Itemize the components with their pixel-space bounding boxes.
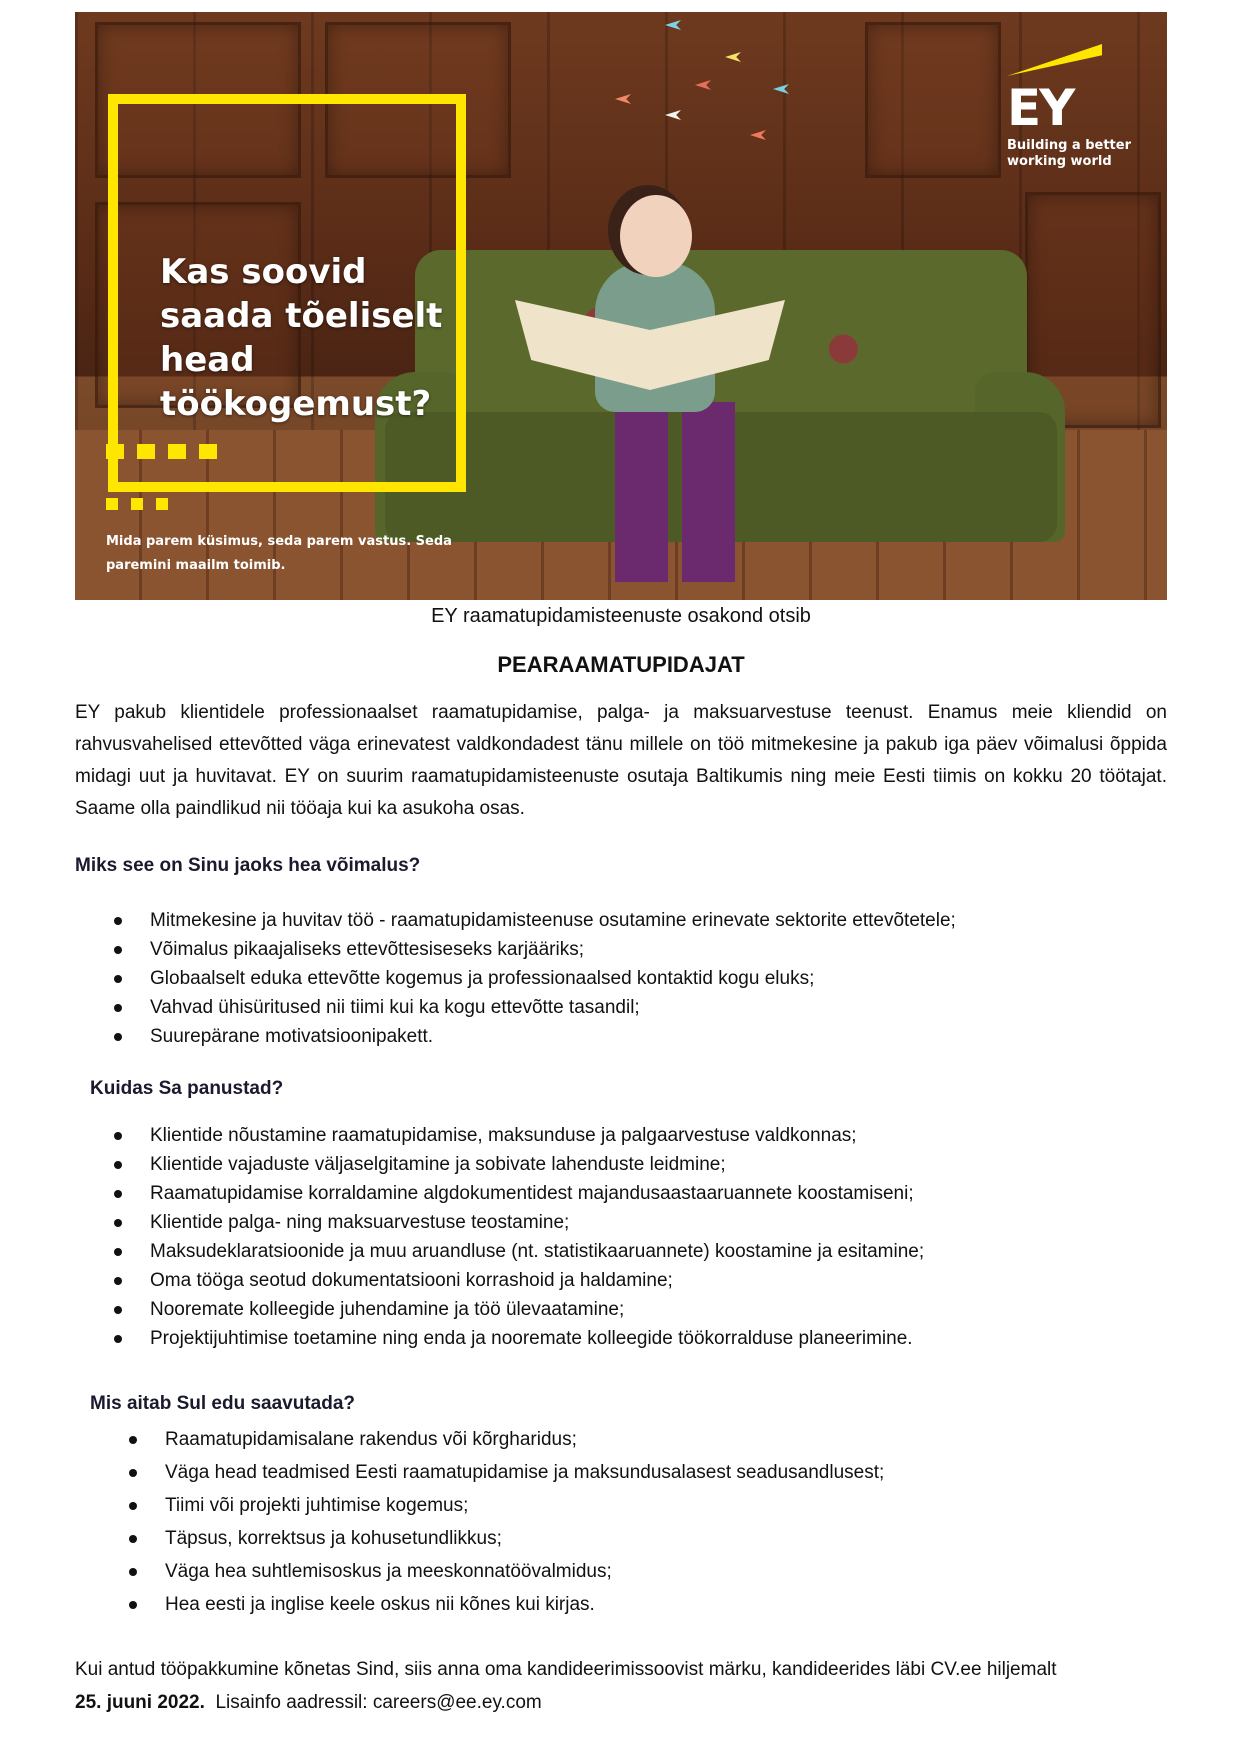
paper-bird-icon <box>773 84 789 94</box>
list-item: Väga hea suhtlemisoskus ja meeskonnatöövalmidus; <box>90 1555 884 1588</box>
closing-text: Kui antud tööpakkumine kõnetas Sind, siis anna oma kandideerimissoovist märku, kandideerides läbi CV.ee hiljemalt <box>75 1659 1057 1680</box>
info-label: Lisainfo aadressil: <box>215 1692 368 1713</box>
yellow-dashes <box>106 498 168 510</box>
list-item: Klientide nõustamine raamatupidamise, maksunduse ja palgaarvestuse valdkonnas; <box>75 1121 924 1150</box>
requirements-list <box>90 1423 884 1621</box>
contact-email-link[interactable]: careers@ee.ey.com <box>372 1692 542 1713</box>
list-item: Oma tööga seotud dokumentatsiooni korrashoid ja haldamine; <box>75 1266 924 1295</box>
logo-text: EY <box>1007 79 1074 137</box>
logo-beam-icon <box>1007 44 1102 76</box>
list-item: Võimalus pikaajaliseks ettevõttesiseseks karjääriks; <box>75 935 956 964</box>
list-item: Raamatupidamisalane rakendus või kõrgharidus; <box>90 1423 884 1456</box>
list-item: Väga head teadmised Eesti raamatupidamise ja maksundusalasest seadusandlusest; <box>90 1456 884 1489</box>
list-item: Mitmekesine ja huvitav töö - raamatupidamisteenuse osutamine erinevate sektorite ettevõtetele; <box>75 906 956 935</box>
ey-logo <box>1007 44 1147 170</box>
hero-banner <box>75 12 1167 600</box>
paper-bird-icon <box>665 110 681 120</box>
section-heading: Mis aitab Sul edu saavutada? <box>90 1393 356 1414</box>
paper-bird-icon <box>750 130 766 140</box>
logo-slogan: Building a better working world <box>1007 138 1132 169</box>
paper-bird-icon <box>665 20 681 30</box>
paper-bird-icon <box>725 52 741 62</box>
paper-bird-icon <box>615 94 631 104</box>
wood-panel <box>865 22 1001 178</box>
duties-list <box>75 1121 924 1353</box>
ad-title: PEARAAMATUPIDAJAT <box>497 652 745 677</box>
list-item: Vahvad ühisüritused nii tiimi kui ka kogu ettevõtte tasandil; <box>75 993 956 1022</box>
yellow-dashes <box>106 444 217 459</box>
hero-headline: Kas soovid saada tõeliselt head töökogemust? <box>160 252 443 424</box>
list-item: Hea eesti ja inglise keele oskus nii kõnes kui kirjas. <box>90 1588 884 1621</box>
deadline-date: 25. juuni 2022. <box>75 1692 205 1713</box>
person-legs <box>615 402 735 582</box>
list-item: Raamatupidamise korraldamine algdokumentidest majandusaastaaruannete koostamiseni; <box>75 1179 924 1208</box>
list-item: Klientide palga- ning maksuarvestuse teostamine; <box>75 1208 924 1237</box>
paper-bird-icon <box>695 80 711 90</box>
list-item: Klientide vajaduste väljaselgitamine ja sobivate lahenduste leidmine; <box>75 1150 924 1179</box>
list-item: Täpsus, korrektsus ja kohusetundlikkus; <box>90 1522 884 1555</box>
benefits-list <box>75 906 956 1051</box>
list-item: Suurepärane motivatsioonipakett. <box>75 1022 956 1051</box>
closing-paragraph <box>75 1653 1167 1719</box>
hero-tagline: Mida parem küsimus, seda parem vastus. Seda paremini maailm toimib. <box>106 534 452 573</box>
list-item: Nooremate kolleegide juhendamine ja töö ülevaatamine; <box>75 1295 924 1324</box>
section-heading: Kuidas Sa panustad? <box>90 1078 284 1099</box>
list-item: Projektijuhtimise toetamine ning enda ja nooremate kolleegide töökorralduse planeerimine. <box>75 1324 924 1353</box>
list-item: Globaalselt eduka ettevõtte kogemus ja professionaalsed kontaktid kogu eluks; <box>75 964 956 993</box>
ad-subtitle: EY raamatupidamisteenuste osakond otsib <box>431 605 811 627</box>
list-item: Maksudeklaratsioonide ja muu aruandluse (nt. statistikaaruannete) koostamine ja esitamine; <box>75 1237 924 1266</box>
section-heading: Miks see on Sinu jaoks hea võimalus? <box>75 855 421 876</box>
person-head <box>620 195 692 277</box>
list-item: Tiimi või projekti juhtimise kogemus; <box>90 1489 884 1522</box>
intro-paragraph: EY pakub klientidele professionaalset raamatupidamise, palga- ja maksuarvestuse teenust. Enamus meie kliendid on rahvusvahelised ettevõtted väga erinevatest valdkondadest tänu millele on töö mitmekesine ja pakub iga päev võimalusi õppida midagi uut ja huvitavat. EY on suurim raamatupidamisteenuste osutaja Baltikumis ning meie Eesti tiimis on kokku 20 töötajat. Saame olla paindlikud nii tööaja kui ka asukoha osas. <box>75 702 1167 819</box>
